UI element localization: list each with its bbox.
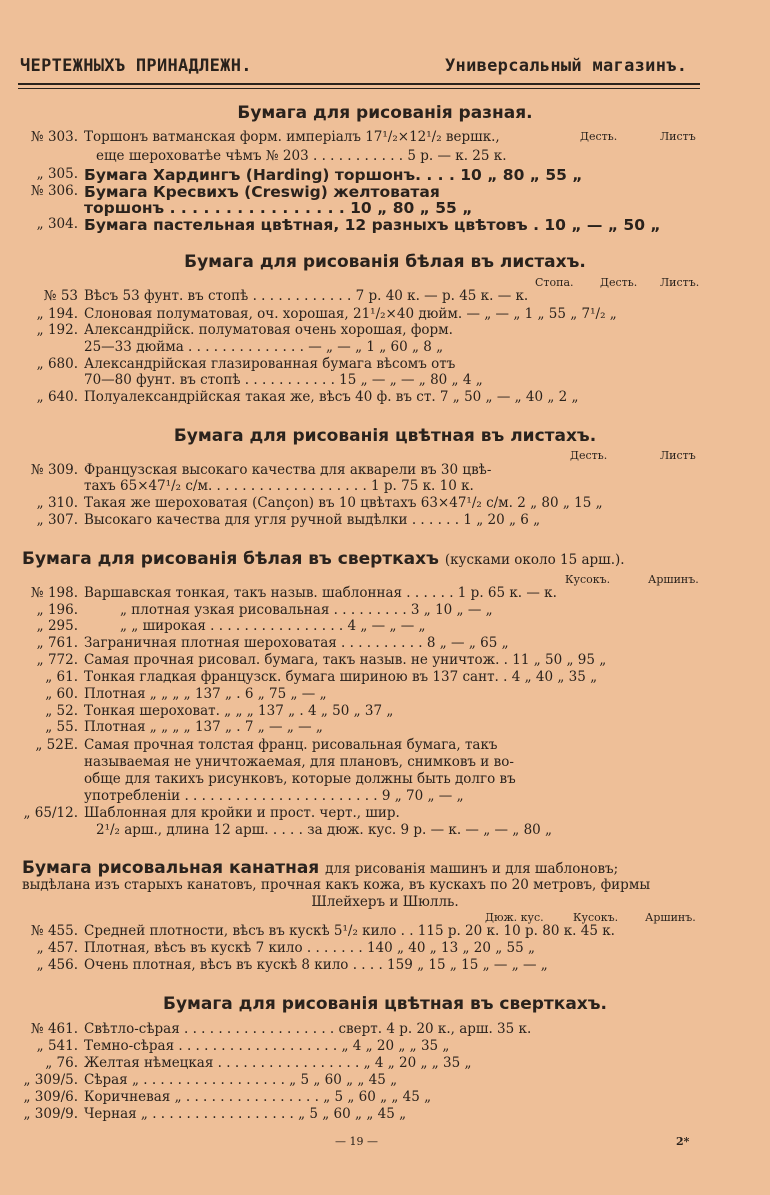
section-title: Бумага для рисованія бѣлая въ листахъ. xyxy=(184,252,586,272)
column-header: Кусокъ. xyxy=(565,573,611,586)
list-item: „ 295. „ „ широкая . . . . . . . . . . . . . . . . 4 „ — „ — „ xyxy=(36,618,426,634)
list-item: „ 305. Бумага Хардингъ (Harding) торшонъ. . . . 10 „ 80 „ 55 „ xyxy=(36,166,583,184)
section-subtitle: Шлейхеръ и Шюлль. xyxy=(311,894,459,910)
list-item: № 455. Средней плотности, вѣсъ въ кускѣ 5¹/₂ кило . . 115 р. 20 к. 10 р. 80 к. 45 к. xyxy=(30,923,615,939)
list-item: № 306. Бумага Кресвихъ (Creswig) желтоватая xyxy=(30,183,440,201)
signature-mark: 2* xyxy=(676,1135,690,1148)
list-item: „ 310. Такая же шероховатая (Cançon) въ 10 цвѣтахъ 63×47¹/₂ с/м. 2 „ 80 „ 15 „ xyxy=(36,495,603,511)
section-title: Бумага для рисованія бѣлая въ сверткахъ (кусками около 15 арш.). xyxy=(22,549,625,569)
header-right: Универсальный магазинъ. xyxy=(445,56,688,76)
list-item: „ 309/6. Коричневая „ . . . . . . . . . . . . . . . . „ 5 „ 60 „ „ 45 „ xyxy=(23,1089,432,1105)
list-item: „ 640. Полуалександрійская такая же, вѣсъ 40 ф. въ ст. 7 „ 50 „ — „ 40 „ 2 „ xyxy=(36,389,579,405)
list-item: „ 52. Тонкая шероховат. „ „ „ 137 „ . 4 „ 50 „ 37 „ xyxy=(45,703,394,719)
header-rule xyxy=(18,83,700,85)
list-item: № 53 Вѣсъ 53 фунт. въ стопѣ . . . . . . . . . . . . 7 р. 40 к. — р. 45 к. — к. xyxy=(43,288,529,304)
section-title: Бумага для рисованія цвѣтная въ листахъ. xyxy=(173,426,597,446)
column-header: Листъ xyxy=(660,130,696,143)
list-item: „ 307. Высокаго качества для угля ручной выдѣлки . . . . . . 1 „ 20 „ 6 „ xyxy=(36,512,541,528)
list-item: „ 761. Заграничная плотная шероховатая . . . . . . . . . . 8 „ — „ 65 „ xyxy=(36,635,509,651)
list-item: „ 541. Темно-сѣрая . . . . . . . . . . . . . . . . . . . „ 4 „ 20 „ „ 35 „ xyxy=(36,1038,450,1054)
column-header: Листъ. xyxy=(660,276,700,289)
list-item: № 303. Торшонъ ватманская форм. имперіалъ 17¹/₂×12¹/₂ вершк., xyxy=(30,129,500,145)
section-subtitle: выдѣлана изъ старыхъ канатовъ, прочная какъ кожа, въ кускахъ по 20 метровъ, фирмы xyxy=(22,877,651,893)
list-item: № 198. Варшавская тонкая, такъ назыв. шаблонная . . . . . . 1 р. 65 к. — к. xyxy=(30,585,557,601)
column-header: Дюж. кус. xyxy=(485,911,544,924)
list-item: „ 194. Слоновая полуматовая, оч. хорошая, 21¹/₂×40 дюйм. — „ — „ 1 „ 55 „ 7¹/₂ „ xyxy=(36,306,617,322)
column-header: Листъ xyxy=(660,449,696,462)
page-number: — 19 — xyxy=(335,1135,378,1148)
section-note: (кусками около 15 арш.). xyxy=(444,552,625,568)
list-item: 70—80 фунт. въ стопѣ . . . . . . . . . . . 15 „ — „ — „ 80 „ 4 „ xyxy=(84,372,483,388)
list-item: „ 309/9. Черная „ . . . . . . . . . . . . . . . . . „ 5 „ 60 „ „ 45 „ xyxy=(23,1106,407,1122)
list-item: „ 76. Желтая нѣмецкая . . . . . . . . . . . . . . . . . „ 4 „ 20 „ „ 35 „ xyxy=(45,1055,472,1071)
list-item: „ 61. Тонкая гладкая французск. бумага шириною въ 137 сант. . 4 „ 40 „ 35 „ xyxy=(45,669,598,685)
list-item: обще для такихъ рисунковъ, которые должны быть долго въ xyxy=(84,771,516,787)
list-item: употребленіи . . . . . . . . . . . . . . . . . . . . . . . 9 „ 70 „ — „ xyxy=(84,788,464,804)
list-item: торшонъ . . . . . . . . . . . . . . . . 10 „ 80 „ 55 „ xyxy=(84,199,473,217)
column-header: Кусокъ. xyxy=(573,911,619,924)
list-item: „ 304. Бумага пастельная цвѣтная, 12 разныхъ цвѣтовъ . 10 „ — „ 50 „ xyxy=(36,216,661,234)
list-item: „ 60. Плотная „ „ „ „ 137 „ . 6 „ 75 „ — „ xyxy=(45,686,327,702)
list-item: „ 772. Самая прочная рисовал. бумага, такъ назыв. не уничтож. . 11 „ 50 „ 95 „ xyxy=(36,652,607,668)
list-item: еще шероховатѣе чѣмъ № 203 . . . . . . . . . . . 5 р. — к. 25 к. xyxy=(96,148,507,164)
list-item: „ 309/5. Сѣрая „ . . . . . . . . . . . . . . . . . „ 5 „ 60 „ „ 45 „ xyxy=(23,1072,398,1088)
column-header: Аршинъ. xyxy=(648,573,699,586)
list-item: „ 457. Плотная, вѣсъ въ кускѣ 7 кило . . . . . . . 140 „ 40 „ 13 „ 20 „ 55 „ xyxy=(36,940,536,956)
header-left: ЧЕРТЕЖНЫХЪ ПРИНАДЛЕЖН. xyxy=(20,56,252,76)
list-item: 25—33 дюйма . . . . . . . . . . . . . . — „ — „ 1 „ 60 „ 8 „ xyxy=(84,339,444,355)
header-rule-thin xyxy=(18,88,700,89)
column-header: Десть. xyxy=(580,130,618,143)
list-item: „ 456. Очень плотная, вѣсъ въ кускѣ 8 кило . . . . 159 „ 15 „ 15 „ — „ — „ xyxy=(36,957,548,973)
list-item: „ 55. Плотная „ „ „ „ 137 „ . 7 „ — „ — „ xyxy=(45,719,323,735)
list-item: „ 65/12. Шаблонная для кройки и прост. черт., шир. xyxy=(23,805,400,821)
list-item: „ 680. Александрійская глазированная бумага вѣсомъ отъ xyxy=(36,356,456,372)
column-header: Стопа. xyxy=(535,276,574,289)
column-header: Десть. xyxy=(570,449,608,462)
column-header: Десть. xyxy=(600,276,638,289)
section-title: Бумага рисовальная канатная для рисованія машинъ и для шаблоновъ; xyxy=(22,858,619,878)
section-note: для рисованія машинъ и для шаблоновъ; xyxy=(325,861,619,877)
column-header: Аршинъ. xyxy=(645,911,696,924)
list-item: „ 196. „ плотная узкая рисовальная . . . . . . . . . 3 „ 10 „ — „ xyxy=(36,602,493,618)
list-item: № 309. Французская высокаго качества для акварели въ 30 цвѣ- xyxy=(30,462,492,478)
list-item: „ 52E. Самая прочная толстая франц. рисовальная бумага, такъ xyxy=(35,737,498,753)
section-title: Бумага для рисованія цвѣтная въ сверткахъ. xyxy=(163,994,607,1014)
list-item: 2¹/₂ арш., длина 12 арш. . . . . за дюж. кус. 9 р. — к. — „ — „ 80 „ xyxy=(96,822,553,838)
list-item: тахъ 65×47¹/₂ с/м. . . . . . . . . . . . . . . . . . . 1 р. 75 к. 10 к. xyxy=(84,478,474,494)
list-item: называемая не уничтожаемая, для плановъ, снимковъ и во- xyxy=(84,754,514,770)
list-item: № 461. Свѣтло-сѣрая . . . . . . . . . . . . . . . . . . сверт. 4 р. 20 к., арш. 35 к. xyxy=(30,1021,532,1037)
section-title: Бумага для рисованія разная. xyxy=(237,103,533,123)
list-item: „ 192. Александрійск. полуматовая очень хорошая, форм. xyxy=(36,322,453,338)
